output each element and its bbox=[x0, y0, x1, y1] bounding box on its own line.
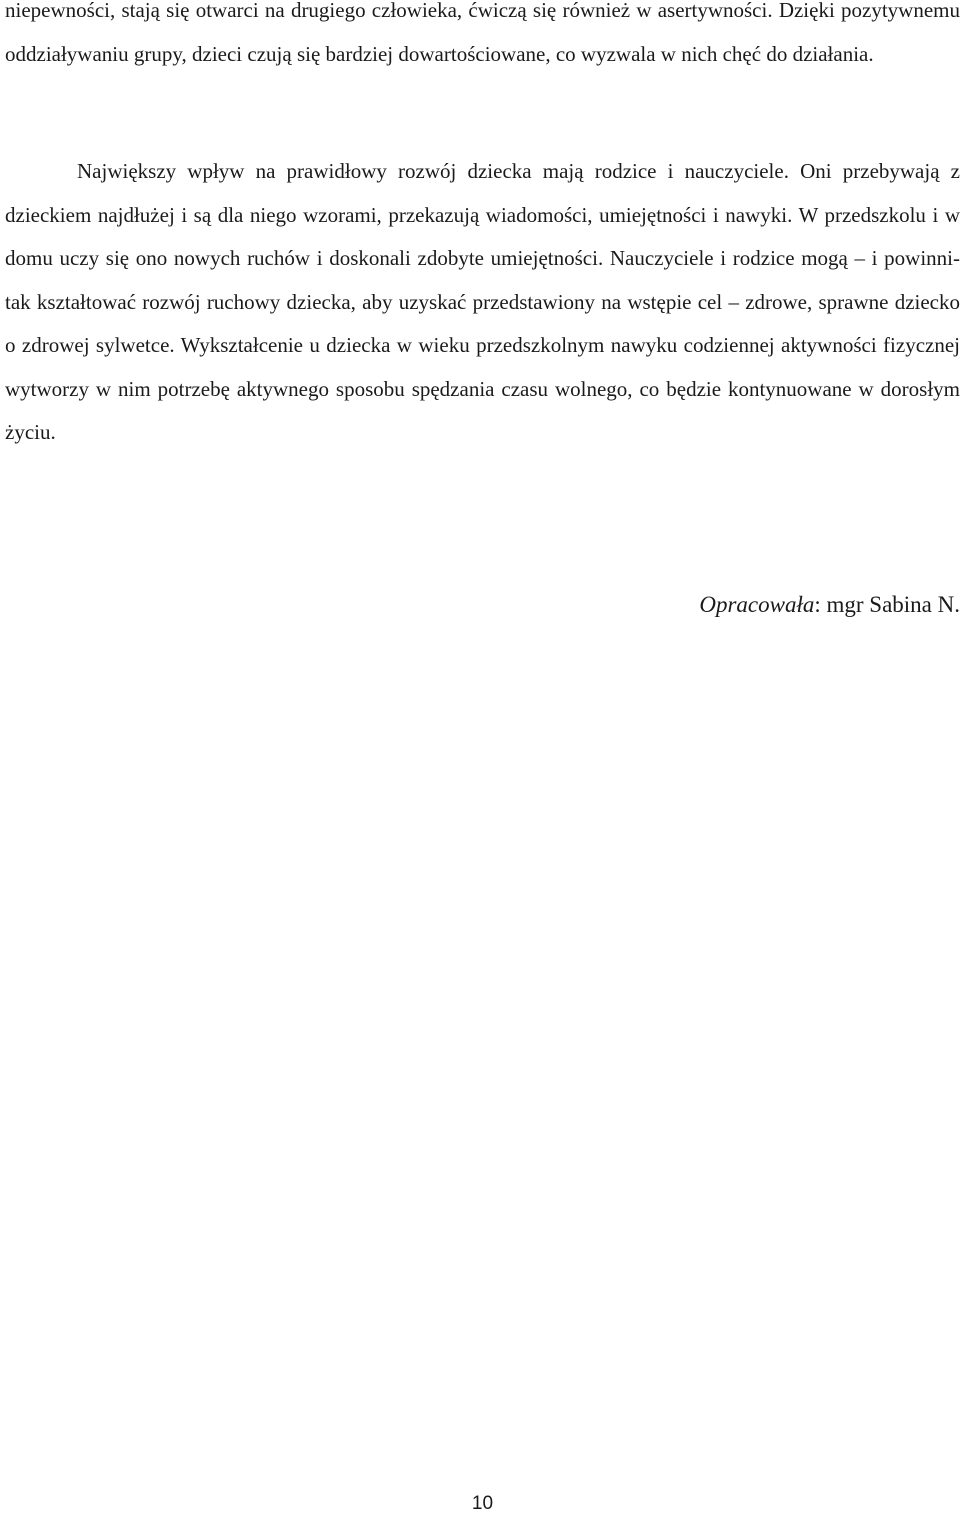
signature-name: mgr Sabina N. bbox=[826, 592, 960, 617]
paragraph-continuation: niepewności, stają się otwarci na drugiego człowieka, ćwiczą się również w asertywności. Dzięki pozytywnemu oddziaływaniu grupy, dzieci czują się bardziej dowartościowane, co wyzwala w nich chęć do działania. bbox=[5, 0, 960, 66]
page-number: 10 bbox=[471, 1493, 494, 1514]
signature-separator: : bbox=[814, 592, 827, 617]
signature-role: Opracowała bbox=[699, 592, 815, 617]
paragraph-main: Największy wpływ na prawidłowy rozwój dziecka mają rodzice i nauczyciele. Oni przebywają z dzieckiem najdłużej i są dla niego wzorami, przekazują wiadomości, umiejętności i nawyki. W przedszkolu i w domu uczy się ono nowych ruchów i doskonali zdobyte umiejętności. Nauczyciele i rodzice mogą – i powinni- tak kształtować rozwój ruchowy dziecka, aby uzyskać przedstawiony na wstępie cel – zdrowe, sprawne dziecko o zdrowej sylwetce. Wykształcenie u dziecka w wieku przedszkolnym nawyku codziennej aktywności fizycznej wytworzy w nim potrzebę aktywnego sposobu spędzania czasu wolnego, co będzie kontynuowane w dorosłym życiu. bbox=[5, 159, 960, 444]
document-page bbox=[5, 0, 960, 1515]
signature-line bbox=[699, 590, 960, 620]
